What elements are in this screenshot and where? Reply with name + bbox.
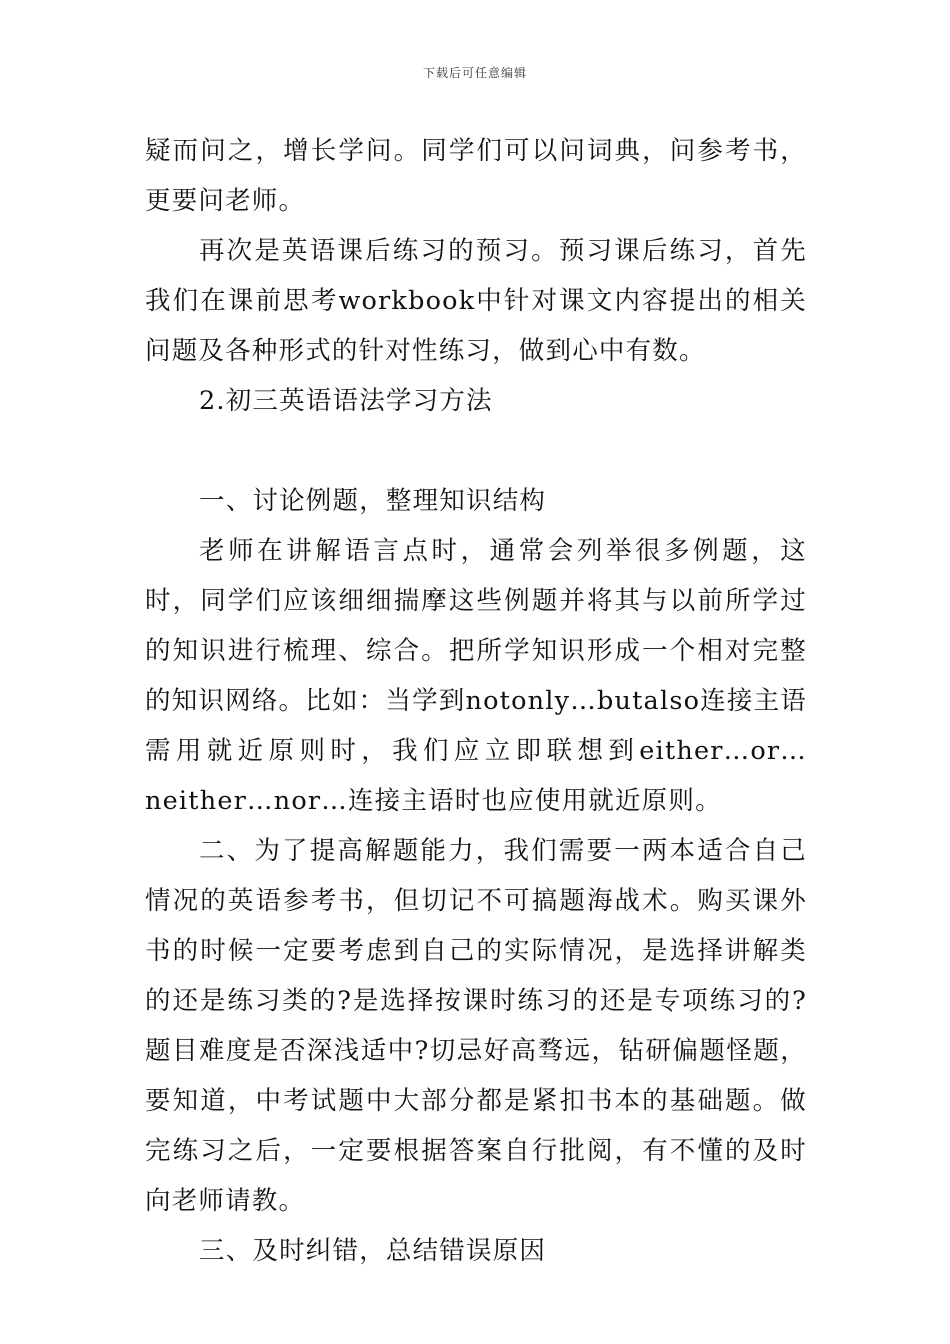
subheading-three: 三、及时纠错，总结错误原因 <box>199 1236 547 1266</box>
paragraph-reference-books: 二、为了提高解题能力，我们需要一两本适合自己情况的英语参考书，但切记不可搞题海战术。购买课外书的时候一定要考虑到自己的实际情况，是选择讲解类的还是练习类的?是选择按课时练习的还是专项练习的?题目难度是否深浅适中?切忌好高骛远，钻研偏题怪题，要知道，中考试题中大部分都是紧扣书本的基础题。做完练习之后，一定要根据答案自行批阅，有不懂的及时向老师请教。 <box>145 836 807 1216</box>
blank-line <box>145 426 807 476</box>
page-header: 下载后可任意编辑 <box>422 66 527 80</box>
paragraph-examples: 老师在讲解语言点时，通常会列举很多例题，这时，同学们应该细细揣摩这些例题并将其与以前所学过的知识进行梳理、综合。把所学知识形成一个相对完整的知识网络。比如：当学到notonly…butalso连接主语需用就近原则时，我们应立即联想到either…or…neither…nor…连接主语时也应使用就近原则。 <box>145 536 807 816</box>
paragraph-continuation: 疑而问之，增长学问。同学们可以问词典，问参考书，更要问老师。 <box>145 136 807 216</box>
section-heading-grammar-methods: 2.初三英语语法学习方法 <box>199 386 493 416</box>
document-body <box>145 126 807 1276</box>
paragraph-exercise-preview: 再次是英语课后练习的预习。预习课后练习，首先我们在课前思考workbook中针对课文内容提出的相关问题及各种形式的针对性练习，做到心中有数。 <box>145 236 807 366</box>
subheading-one: 一、讨论例题，整理知识结构 <box>199 486 547 516</box>
